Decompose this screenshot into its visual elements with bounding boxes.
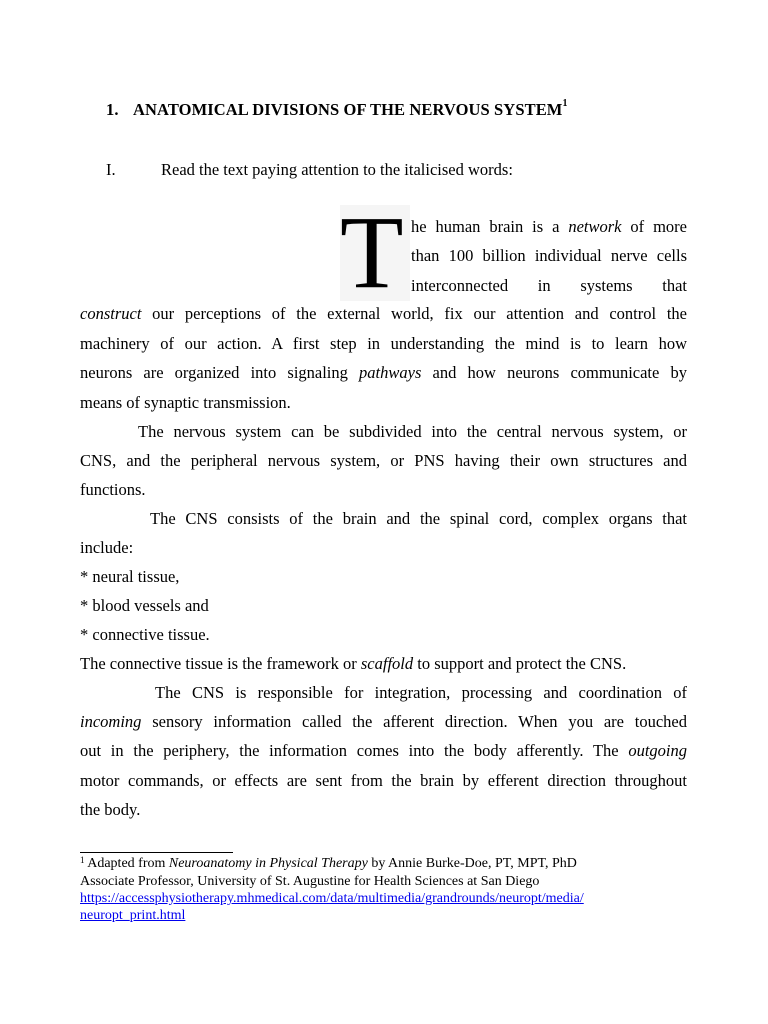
- text-line: CNS, and the peripheral nervous system, or PNS having their own structures and: [80, 451, 687, 470]
- text-span: and how neurons communicate by: [421, 363, 687, 382]
- italic-term: scaffold: [360, 654, 414, 673]
- list-item: * neural tissue,: [80, 567, 180, 586]
- instruction: [106, 160, 513, 180]
- text-span: systems: [580, 276, 633, 295]
- italic-term: pathways: [359, 363, 422, 382]
- text-line: [80, 712, 687, 732]
- text-line: The CNS consists of the brain and the spinal cord, complex organs that: [150, 509, 687, 528]
- text-span: our perceptions of the external world, fix our attention and control the: [141, 304, 687, 323]
- text-span: neurons are organized into signaling: [80, 363, 360, 382]
- text-line: The CNS is responsible for integration, processing and coordination of: [155, 683, 687, 702]
- text-line: [411, 217, 687, 237]
- heading-title: ANATOMICAL DIVISIONS OF THE NERVOUS SYSTEM: [133, 100, 563, 119]
- footnote-line: Associate Professor, University of St. Augustine for Health Sciences at San Diego: [80, 874, 540, 889]
- footnote-ref-marker[interactable]: 1: [562, 98, 568, 109]
- text-span: interconnected: [411, 276, 509, 295]
- text-line: motor commands, or effects are sent from the brain by efferent direction throughout: [80, 771, 687, 790]
- footnote-line: [80, 856, 577, 872]
- text-span: that: [662, 276, 687, 295]
- text-span: out in the periphery, the information comes into the body afferently. The: [80, 741, 629, 760]
- italic-term: incoming: [80, 712, 142, 731]
- text-line: machinery of our action. A first step in understanding the mind is to learn how: [80, 334, 687, 353]
- text-line: [80, 741, 687, 761]
- italic-term: construct: [80, 304, 142, 323]
- text-line: [411, 276, 687, 296]
- footnote-separator: [80, 852, 233, 853]
- text-line: functions.: [80, 480, 146, 499]
- text-span: to support and protect the CNS.: [413, 654, 627, 673]
- instruction-text: Read the text paying attention to the italicised words:: [161, 160, 513, 179]
- italic-term: network: [568, 217, 622, 236]
- footnote-link-continued[interactable]: neuropt_print.html: [80, 908, 186, 923]
- section-heading: [106, 100, 568, 120]
- text-span: in: [537, 276, 551, 295]
- text-span: of more: [621, 217, 687, 236]
- text-line: the body.: [80, 800, 141, 819]
- heading-number: 1.: [106, 100, 119, 119]
- list-item: * blood vessels and: [80, 596, 209, 615]
- text-line: [80, 304, 687, 324]
- text-line: than 100 billion individual nerve cells: [411, 246, 687, 265]
- text-line: means of synaptic transmission.: [80, 393, 291, 412]
- instruction-numeral: I.: [106, 160, 116, 179]
- text-span: sensory information called the afferent direction. When you are touched: [141, 712, 687, 731]
- footnote-number: 1: [80, 855, 85, 865]
- text-span: The connective tissue is the framework or: [80, 654, 361, 673]
- text-line: [80, 363, 687, 383]
- footnote-link-line: [80, 908, 185, 924]
- footnote-book-title: Neuroanatomy in Physical Therapy: [168, 856, 368, 871]
- drop-cap: T: [340, 205, 410, 301]
- text-span: Adapted from: [84, 856, 169, 871]
- text-line: include:: [80, 538, 134, 557]
- footnote-link[interactable]: https://accessphysiotherapy.mhmedical.com/data/multimedia/grandrounds/neuropt/media/: [80, 891, 584, 906]
- italic-term: outgoing: [628, 741, 687, 760]
- text-span: by Annie Burke-Doe, PT, MPT, PhD: [367, 856, 577, 871]
- text-line: The nervous system can be subdivided into the central nervous system, or: [138, 422, 687, 441]
- text-span: he human brain is a: [411, 217, 569, 236]
- list-item: * connective tissue.: [80, 625, 210, 644]
- footnote-link-line: [80, 891, 584, 907]
- text-line: [80, 654, 626, 674]
